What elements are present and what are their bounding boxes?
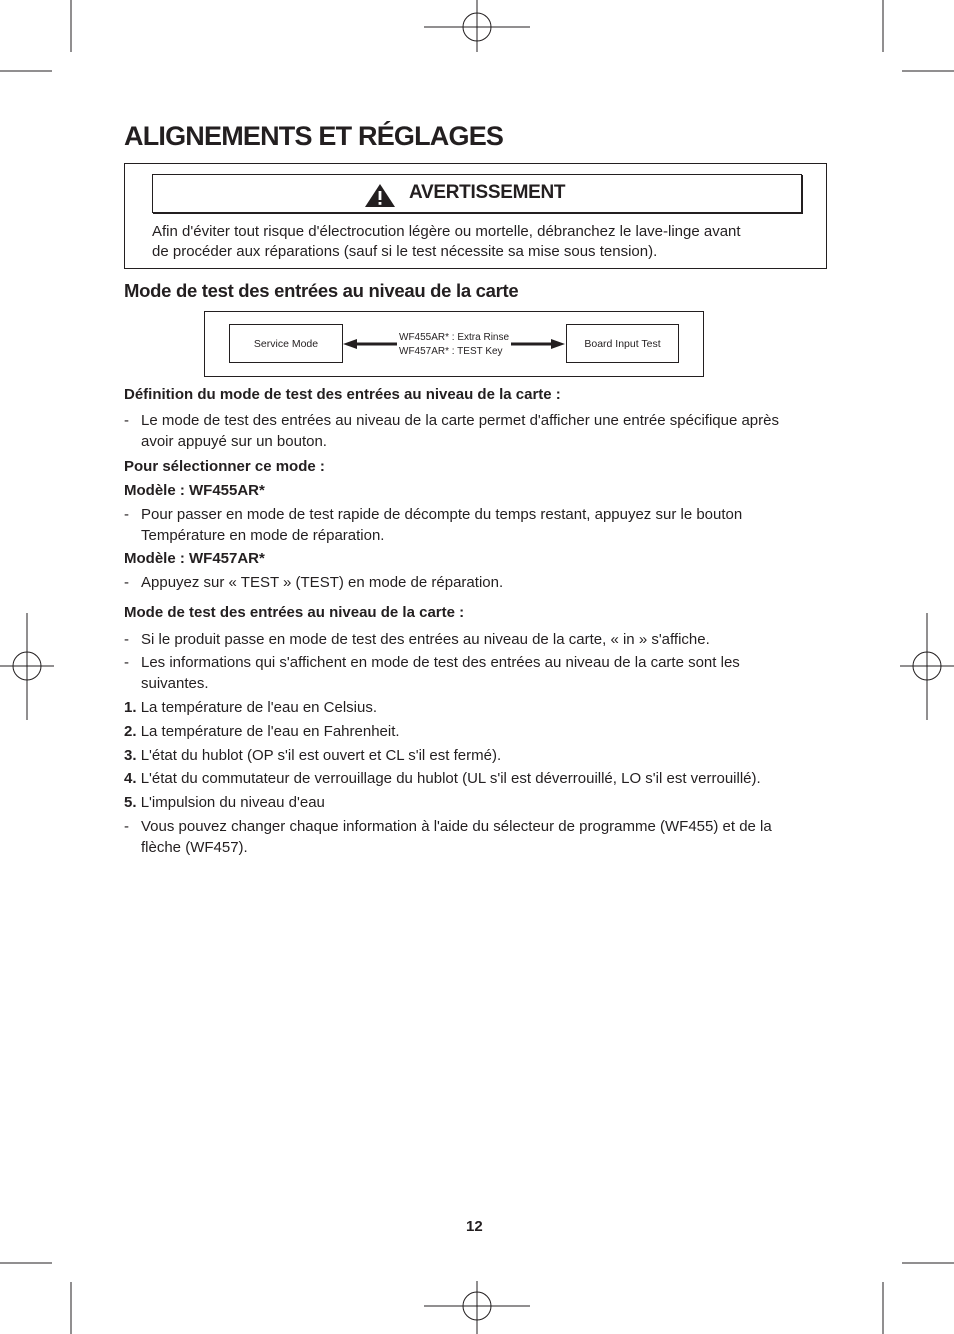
numbered-item — [124, 745, 501, 766]
board-test-item — [141, 816, 772, 858]
registration-mark-left — [0, 613, 54, 720]
section-heading: Mode de test des entrées au niveau de la carte — [124, 280, 519, 301]
bullet-dash: - — [124, 818, 129, 835]
item-number: 5. — [124, 794, 137, 811]
registration-mark-bottom — [424, 1281, 530, 1334]
bullet-dash: - — [124, 412, 129, 429]
item-number: 1. — [124, 699, 137, 716]
page-number: 12 — [466, 1218, 483, 1235]
page-title: ALIGNEMENTS ET RÉGLAGES — [124, 121, 504, 151]
item-text: L'impulsion du niveau d'eau — [140, 794, 325, 811]
text-line: Vous pouvez changer chaque information à l'aide du sélecteur de programme (WF455) et de la — [141, 818, 772, 835]
warning-box — [124, 163, 827, 269]
item-number: 2. — [124, 723, 137, 740]
text-line: avoir appuyé sur un bouton. — [141, 433, 327, 450]
bullet-dash: - — [124, 506, 129, 523]
model2-instruction: Appuyez sur « TEST » (TEST) en mode de réparation. — [141, 574, 504, 591]
text-line: Pour passer en mode de test rapide de décompte du temps restant, appuyez sur le bouton — [141, 506, 743, 523]
item-text: L'état du hublot (OP s'il est ouvert et CL s'il est fermé). — [140, 747, 502, 764]
bullet-dash: - — [124, 654, 129, 671]
warning-text — [152, 222, 812, 262]
service-mode-box: Service Mode — [229, 324, 343, 363]
definition-heading: Définition du mode de test des entrées au niveau de la carte : — [124, 386, 561, 403]
warning-header — [152, 174, 802, 213]
item-text: La température de l'eau en Fahrenheit. — [140, 723, 400, 740]
diagram-note — [397, 331, 511, 359]
board-test-heading: Mode de test des entrées au niveau de la carte : — [124, 604, 465, 621]
warning-triangle-icon — [364, 183, 396, 208]
warning-label: AVERTISSEMENT — [409, 182, 566, 203]
item-number: 4. — [124, 770, 137, 787]
diagram-note-line: WF455AR* : Extra Rinse — [399, 332, 510, 343]
item-text: L'état du commutateur de verrouillage du hublot (UL s'il est déverrouillé, LO s'il est verrouillé). — [140, 770, 761, 787]
model2-heading: Modèle : WF457AR* — [124, 550, 265, 567]
numbered-item — [124, 697, 377, 718]
text-line: flèche (WF457). — [141, 839, 248, 856]
registration-mark-right — [900, 613, 954, 720]
select-mode-heading: Pour sélectionner ce mode : — [124, 458, 325, 475]
numbered-item — [124, 721, 400, 742]
warning-text-line: Afin d'éviter tout risque d'électrocution légère ou mortelle, débranchez le lave-linge avant — [152, 223, 741, 240]
mode-diagram — [204, 311, 704, 377]
board-input-test-box: Board Input Test — [566, 324, 679, 363]
numbered-item — [124, 792, 325, 813]
bullet-dash: - — [124, 631, 129, 648]
board-test-item — [141, 652, 740, 694]
text-line: suivantes. — [141, 675, 209, 692]
numbered-item — [124, 768, 761, 789]
definition-item — [141, 410, 779, 452]
item-number: 3. — [124, 747, 137, 764]
model1-heading: Modèle : WF455AR* — [124, 482, 265, 499]
model1-instruction — [141, 504, 742, 546]
bullet-dash: - — [124, 574, 129, 591]
text-line: Température en mode de réparation. — [141, 527, 385, 544]
board-test-item: Si le produit passe en mode de test des entrées au niveau de la carte, « in » s'affiche. — [141, 631, 710, 648]
text-line: Le mode de test des entrées au niveau de la carte permet d'afficher une entrée spécifique après — [141, 412, 779, 429]
text-line: Les informations qui s'affichent en mode de test des entrées au niveau de la carte sont les — [141, 654, 740, 671]
diagram-note-line: WF457AR* : TEST Key — [397, 345, 511, 359]
item-text: La température de l'eau en Celsius. — [140, 699, 378, 716]
registration-mark-top — [424, 0, 530, 52]
warning-text-line: de procéder aux réparations (sauf si le test nécessite sa mise sous tension). — [152, 243, 658, 260]
